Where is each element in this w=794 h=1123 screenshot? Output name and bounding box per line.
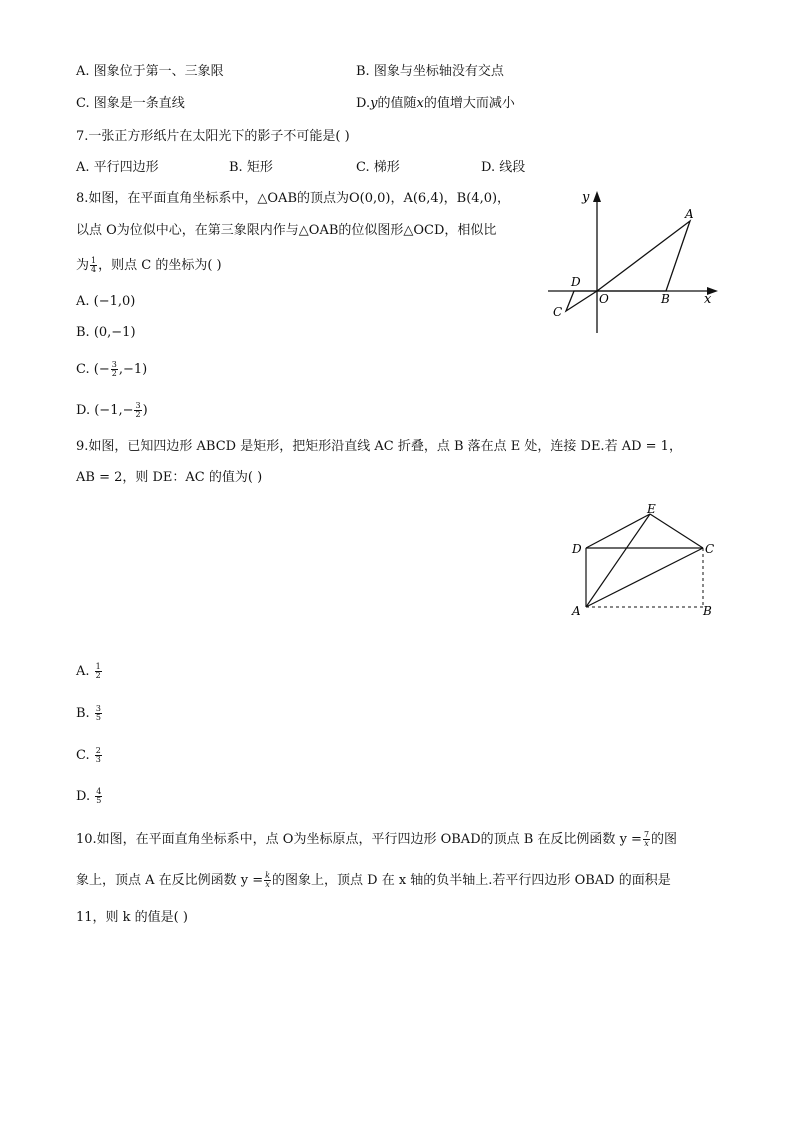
q8-stem-line3: 为 $\frac{1}{4}$ ，则点 C 的坐标为( ) — [76, 256, 222, 274]
y-axis-label: y — [582, 190, 590, 205]
q8-option-d: D. (−1,− $\frac{3}{2}$ ) — [76, 401, 148, 419]
q9-option-c: C. $\frac{2}{3}$ — [76, 746, 101, 764]
q8-option-c: C. (− $\frac{3}{2}$ ,−1) — [76, 360, 148, 378]
point-c-label: C — [705, 542, 715, 556]
point-b-label: B — [661, 292, 670, 306]
segment-ae — [586, 514, 650, 607]
q8-option-b: B. (0,−1) — [76, 325, 136, 340]
segment-de — [586, 514, 650, 548]
q8-stem-line1: 8.如图，在平面直角坐标系中，△OAB的顶点为O(0,0)，A(6,4)，B(4,0)， — [76, 191, 511, 206]
point-o-label: O — [599, 292, 609, 306]
q9-option-d: D. $\frac{4}{5}$ — [76, 787, 102, 805]
q7-option-d: D. 线段 — [481, 160, 526, 175]
q7-option-a: A. 平行四边形 — [76, 160, 159, 175]
q10-stem-line3: 11，则 k 的值是( ) — [76, 910, 188, 925]
triangle-oab — [597, 221, 690, 291]
q8-coordinate-figure — [540, 183, 730, 338]
q7-option-b: B. 矩形 — [229, 160, 273, 175]
q10-stem-line1: 10.如图，在平面直角坐标系中，点 O为坐标原点，平行四边形 OBAD的顶点 B 在反比例函数 y = $\frac{7}{x}$ 的图 — [76, 830, 678, 848]
q10-stem-line2: 象上，顶点 A 在反比例函数 y = $\frac{k}{x}$ 的图象上，顶点 D 在 x 轴的负半轴上.若平行四边形 OBAD 的面积是 — [76, 871, 671, 889]
q9-option-b: B. $\frac{3}{5}$ — [76, 704, 101, 722]
ratio-fraction: $\frac{1}{4}$ — [91, 256, 97, 274]
x-axis-label: x — [704, 292, 712, 307]
q8-stem-line2: 以点 O为位似中心，在第三象限内作与△OAB的位似图形△OCD，相似比 — [76, 223, 497, 238]
q7-option-c: C. 梯形 — [356, 160, 400, 175]
q8-option-a: A. (−1,0) — [76, 294, 136, 309]
q9-rectangle-figure — [565, 498, 725, 623]
q9-option-a: A. $\frac{1}{2}$ — [76, 662, 101, 680]
y-axis-arrow-icon — [593, 191, 601, 202]
segment-ac — [586, 548, 703, 607]
q6-option-a: A. 图象位于第一、三象限 — [76, 64, 224, 79]
point-b-label: B — [703, 604, 712, 618]
point-c-label: C — [553, 305, 563, 319]
point-a-label: A — [685, 207, 694, 221]
point-d-label: D — [571, 275, 581, 289]
q6-option-b: B. 图象与坐标轴没有交点 — [356, 64, 504, 79]
q6-option-c: C. 图象是一条直线 — [76, 96, 185, 111]
q9-stem-line2: AB = 2，则 DE：AC 的值为( ) — [76, 470, 263, 485]
q9-stem-line1: 9.如图，已知四边形 ABCD 是矩形，把矩形沿直线 AC 折叠，点 B 落在点 E 处，连接 DE.若 AD = 1， — [76, 439, 682, 454]
point-e-label: E — [647, 502, 656, 516]
q7-stem: 7.一张正方形纸片在太阳光下的影子不可能是( ) — [76, 129, 350, 144]
q6-option-d: D.y的值随x的值增大而减小 — [356, 96, 515, 111]
point-a-label: A — [572, 604, 581, 618]
triangle-ocd — [566, 291, 597, 311]
segment-ec — [650, 514, 703, 548]
point-d-label: D — [572, 542, 582, 556]
